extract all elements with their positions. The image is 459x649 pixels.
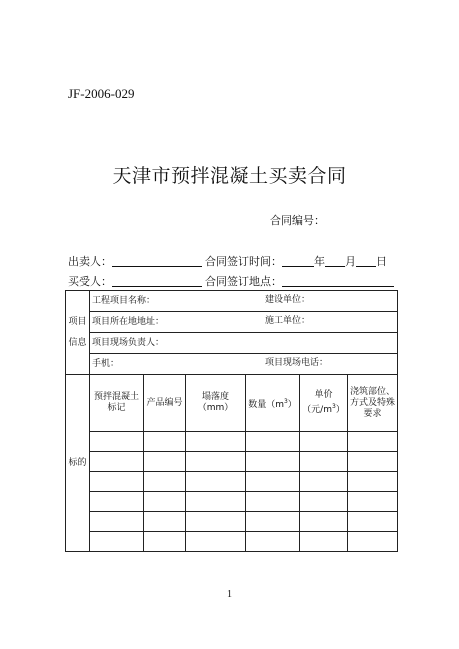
table-cell[interactable]	[186, 452, 246, 472]
buyer-blank[interactable]	[112, 274, 202, 287]
document-code: JF-2006-029	[68, 86, 135, 101]
mobile-cell[interactable]	[90, 354, 398, 375]
table-cell[interactable]	[186, 532, 246, 552]
manager-label: 项目现场负责人：	[92, 337, 165, 348]
table-cell[interactable]	[348, 472, 398, 492]
header-mark: 预拌混凝土标记	[90, 375, 144, 432]
project-name-cell[interactable]	[90, 291, 398, 312]
sign-time-label: 合同签订时间：	[205, 255, 282, 268]
header-pour: 浇筑部位、方式及特殊要求	[348, 375, 398, 432]
seller-label: 出卖人：	[68, 255, 112, 268]
table-cell[interactable]	[144, 452, 186, 472]
address-cell[interactable]	[90, 312, 398, 333]
manager-row	[66, 333, 398, 354]
table-row	[66, 492, 398, 512]
table-cell[interactable]	[348, 432, 398, 452]
table-cell[interactable]	[300, 472, 348, 492]
contract-number-label: 合同编号：	[270, 214, 325, 227]
sign-place-label: 合同签订地点：	[205, 275, 282, 288]
project-name-label: 工程项目名称：	[92, 295, 156, 306]
seller-line	[68, 253, 202, 269]
table-cell[interactable]	[186, 512, 246, 532]
mobile-label: 手机：	[92, 358, 120, 369]
buyer-line	[68, 273, 202, 289]
table-cell[interactable]	[186, 492, 246, 512]
site-phone-label: 项目现场电话：	[265, 358, 329, 368]
header-price: 单价（元$/m^3$）	[300, 375, 348, 432]
month-blank[interactable]	[325, 254, 345, 267]
table-cell[interactable]	[300, 452, 348, 472]
table-cell[interactable]	[300, 512, 348, 532]
seller-blank[interactable]	[112, 254, 202, 267]
sign-place-line	[205, 273, 394, 289]
project-name-row	[66, 291, 398, 312]
table-cell[interactable]	[246, 432, 300, 452]
table-cell[interactable]	[144, 472, 186, 492]
subject-header-row	[66, 375, 398, 432]
buyer-label: 买受人：	[68, 275, 112, 288]
table-cell[interactable]	[90, 492, 144, 512]
month-label: 月	[345, 255, 356, 268]
builder-label: 建设单位：	[265, 295, 311, 305]
sign-time-line	[205, 253, 387, 269]
address-label: 项目所在地地址：	[92, 316, 165, 327]
table-cell[interactable]	[300, 492, 348, 512]
project-info-side-label: 项目 信息	[66, 291, 90, 375]
table-row	[66, 452, 398, 472]
table-cell[interactable]	[144, 512, 186, 532]
table-cell[interactable]	[246, 492, 300, 512]
document-title: 天津市预拌混凝土买卖合同	[112, 165, 347, 187]
table-cell[interactable]	[186, 472, 246, 492]
table-row	[66, 532, 398, 552]
table-cell[interactable]	[246, 532, 300, 552]
manager-cell[interactable]	[90, 333, 398, 354]
subject-side-label: 标的	[66, 375, 90, 552]
contract-table	[65, 290, 398, 552]
table-cell[interactable]	[348, 492, 398, 512]
table-cell[interactable]	[90, 452, 144, 472]
day-blank[interactable]	[356, 254, 376, 267]
table-row	[66, 472, 398, 492]
year-label: 年	[314, 255, 325, 268]
table-cell[interactable]	[144, 532, 186, 552]
year-blank[interactable]	[282, 254, 314, 267]
day-label: 日	[376, 255, 387, 268]
table-cell[interactable]	[90, 512, 144, 532]
table-row	[66, 512, 398, 532]
table-cell[interactable]	[144, 492, 186, 512]
header-quantity: 数量$(m^3)$	[246, 375, 300, 432]
address-row	[66, 312, 398, 333]
sign-place-blank[interactable]	[282, 274, 394, 287]
contractor-label: 施工单位：	[265, 316, 311, 326]
page-number: 1	[227, 589, 232, 600]
table-cell[interactable]	[246, 512, 300, 532]
table-cell[interactable]	[246, 452, 300, 472]
table-cell[interactable]	[300, 432, 348, 452]
table-cell[interactable]	[90, 432, 144, 452]
table-cell[interactable]	[348, 532, 398, 552]
table-cell[interactable]	[90, 532, 144, 552]
header-slump: 塌落度（mm）	[186, 375, 246, 432]
table-cell[interactable]	[300, 532, 348, 552]
table-cell[interactable]	[90, 472, 144, 492]
header-product-code: 产品编号	[144, 375, 186, 432]
table-cell[interactable]	[348, 512, 398, 532]
table-cell[interactable]	[246, 472, 300, 492]
table-cell[interactable]	[144, 432, 186, 452]
table-cell[interactable]	[348, 452, 398, 472]
mobile-row	[66, 354, 398, 375]
table-row	[66, 432, 398, 452]
table-cell[interactable]	[186, 432, 246, 452]
